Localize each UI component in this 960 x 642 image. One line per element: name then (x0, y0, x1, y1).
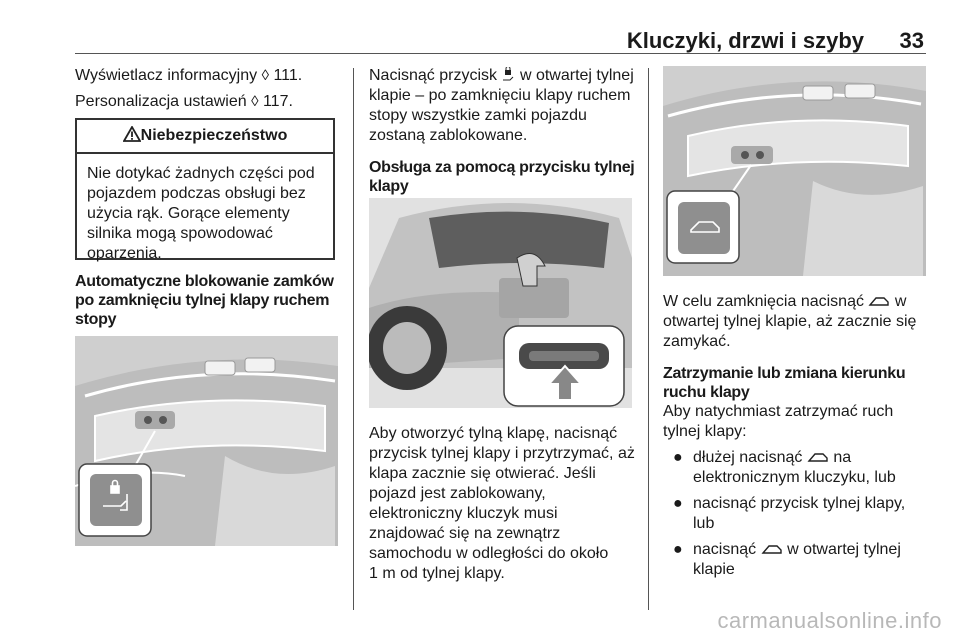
warning-header (77, 120, 333, 154)
watermark: carmanualsonline.info (717, 608, 942, 633)
bullet-line: elektronicznym kluczyku, lub (693, 469, 896, 486)
heading-line: klapy (369, 178, 409, 195)
chapter-title: Kluczyki, drzwi i szyby (626, 28, 864, 53)
body-line: elektroniczny kluczyk musi (369, 505, 558, 522)
warning-triangle-icon (123, 126, 141, 142)
ref-arrow-icon: ◊ (261, 67, 269, 84)
body-line: pojazd jest zablokowany, (369, 485, 546, 502)
body-line: samochodu w odległości do około (369, 545, 609, 562)
page-link-111[interactable]: 111. (273, 67, 303, 84)
close-line: otwartej tylnej klapie, aż zacznie się (663, 313, 917, 330)
warning-line: użycia rąk. Gorące elementy (87, 205, 290, 222)
bullet-item: ● nacisnąć w otwartej tylnej klapie (663, 540, 933, 580)
section-heading-auto-lock (75, 272, 350, 329)
heading-line: Obsługa za pomocą przycisku tylnej (369, 159, 635, 176)
column-2 (369, 66, 639, 196)
bullet-dot-icon: ● (673, 495, 683, 512)
column-divider-2 (648, 68, 649, 610)
close-line: zamykać. (663, 333, 731, 350)
stop-line: tylnej klapy: (663, 423, 747, 440)
heading-line: po zamknięciu tylnej klapy ruchem (75, 292, 330, 309)
heading-line: ruchu klapy (663, 384, 750, 401)
column-3 (663, 292, 933, 580)
body-line: klapa zacznie się otwierać. Jeśli (369, 465, 596, 482)
section-heading-tailgate-button (369, 158, 639, 196)
heading-line: Zatrzymanie lub zmiana kierunku (663, 365, 906, 382)
intro-line-1: Nacisnąć przycisk w otwartej tylnej (369, 67, 634, 84)
tailgate-close-icon (868, 295, 890, 307)
tailgate-key-icon (807, 451, 829, 463)
warning-line: oparzenia. (87, 245, 162, 262)
bullet-dot-icon: ● (673, 449, 683, 466)
danger-warning-box (75, 118, 335, 260)
xref-line-2: Personalizacja ustawień ◊ 117. (75, 93, 293, 110)
warning-body (77, 154, 333, 274)
bullet-line: klapie (693, 561, 735, 578)
heading-line: stopy (75, 311, 117, 328)
column-2-body (369, 424, 644, 584)
ref-arrow-icon: ◊ (251, 93, 259, 110)
bullet-item: ● dłużej nacisnąć na elektronicznym kluczyku, lub (663, 448, 933, 488)
header-rule (75, 53, 926, 54)
bullet-dot-icon: ● (673, 541, 683, 558)
bullet-item (663, 494, 933, 534)
page-number: 33 (899, 28, 924, 53)
intro-line: zostaną zablokowane. (369, 127, 528, 144)
body-line: przycisk tylnej klapy i przytrzymać, aż (369, 445, 635, 462)
heading-line: Automatyczne blokowanie zamków (75, 273, 334, 290)
column-divider-1 (353, 68, 354, 610)
stop-line: Aby natychmiast zatrzymać ruch (663, 403, 894, 420)
illustration-car-rear-button (369, 198, 632, 408)
tailgate-close-icon (761, 543, 783, 555)
body-line: znajdować się na zewnątrz (369, 525, 561, 542)
column-1 (75, 66, 345, 112)
intro-line: stopy wszystkie zamki pojazdu (369, 107, 587, 124)
warning-line: pojazdem podczas obsługi bez (87, 185, 306, 202)
close-line-1: W celu zamknięcia nacisnąć w (663, 293, 907, 310)
warning-title: Niebezpieczeństwo (140, 127, 288, 144)
lock-tailgate-button-icon (501, 67, 515, 83)
intro-line: klapie – po zamknięciu klapy ruchem (369, 87, 631, 104)
body-line: Aby otworzyć tylną klapę, nacisnąć (369, 425, 618, 442)
warning-line: Nie dotykać żadnych części pod (87, 165, 315, 182)
section-heading-stop-reverse (663, 364, 933, 402)
xref-line-1: Wyświetlacz informacyjny ◊ 111. (75, 67, 303, 84)
bullet-line: nacisnąć przycisk tylnej klapy, (693, 495, 906, 512)
page-link-117[interactable]: 117. (262, 93, 293, 110)
body-line: 1 m od tylnej klapy. (369, 565, 505, 582)
bullet-line: lub (693, 515, 715, 532)
illustration-tailgate-lock-button (75, 336, 338, 546)
illustration-tailgate-close-button (663, 66, 926, 276)
warning-line: silnika mogą spowodować (87, 225, 273, 242)
